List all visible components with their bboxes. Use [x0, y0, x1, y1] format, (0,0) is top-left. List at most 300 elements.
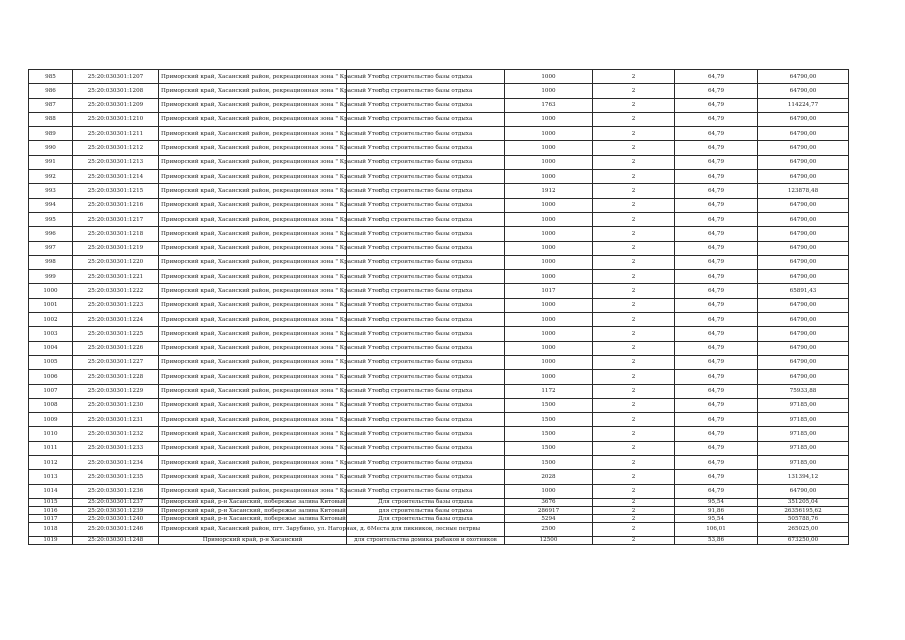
- specific-value-text: 64,79: [707, 259, 724, 266]
- cadastral-number-cell: [73, 141, 159, 155]
- specific-value-cell: [675, 355, 758, 369]
- coefficient-text: 2: [631, 202, 636, 209]
- cadastral-value-cell: [758, 270, 849, 284]
- address-text: Приморский край, Хасанский район, рекреационная зона " Красный Утес": [161, 445, 384, 452]
- area-text: 1500: [541, 430, 556, 437]
- cadastral-value-text: 114224,77: [787, 102, 819, 109]
- permitted-use-text: под строительство базы отдыха: [378, 145, 473, 152]
- coefficient-text: 2: [631, 359, 636, 366]
- coefficient-cell: [593, 70, 675, 84]
- coefficient-text: 2: [631, 488, 636, 495]
- area-cell: [505, 441, 593, 455]
- permitted-use-text: под строительство базы отдыха: [378, 159, 473, 166]
- coefficient-text: 2: [631, 159, 636, 166]
- area-cell: [505, 255, 593, 269]
- area-text: 1000: [541, 359, 556, 366]
- cadastral-number-text: 25:20:030301:1228: [87, 373, 144, 380]
- row-number-text: 997: [45, 245, 56, 252]
- area-text: 1500: [541, 459, 556, 466]
- row-number-text: 1011: [43, 445, 58, 452]
- cadastral-number-text: 25:20:030301:1226: [87, 345, 144, 352]
- cadastral-value-cell: [758, 98, 849, 112]
- row-number-text: 993: [45, 187, 56, 194]
- coefficient-cell: [593, 413, 675, 427]
- cadastral-number-text: 25:20:030301:1207: [87, 73, 144, 80]
- area-cell: [505, 370, 593, 384]
- cadastral-value-cell: [758, 384, 849, 398]
- coefficient-text: 2: [631, 330, 636, 337]
- table-row: [29, 241, 849, 255]
- coefficient-cell: [593, 298, 675, 312]
- register-sheet: [28, 69, 848, 545]
- table-row: [29, 484, 849, 498]
- area-text: 1912: [541, 187, 556, 194]
- coefficient-cell: [593, 270, 675, 284]
- address-cell: [159, 507, 347, 515]
- area-cell: [505, 212, 593, 226]
- row-number-cell: [29, 498, 73, 506]
- permitted-use-text: под строительство базы отдыха: [378, 359, 473, 366]
- cadastral-value-text: 97185,00: [789, 430, 817, 437]
- permitted-use-text: под строительство базы отдыха: [378, 302, 473, 309]
- cadastral-value-text: 123878,48: [787, 187, 819, 194]
- specific-value-cell: [675, 112, 758, 126]
- specific-value-text: 91,86: [707, 507, 724, 514]
- specific-value-cell: [675, 98, 758, 112]
- area-text: 1000: [541, 316, 556, 323]
- specific-value-cell: [675, 515, 758, 523]
- permitted-use-text: Места для пикников, лесные петрвы: [370, 526, 481, 533]
- cadastral-value-text: 64790,00: [789, 216, 817, 223]
- coefficient-text: 2: [631, 316, 636, 323]
- permitted-use-text: для строительства домика рыбаков и охотников: [354, 537, 497, 544]
- permitted-use-cell: [347, 523, 505, 536]
- cadastral-value-text: 64790,00: [789, 245, 817, 252]
- table-row: [29, 141, 849, 155]
- address-cell: [159, 536, 347, 544]
- table-row: [29, 470, 849, 484]
- coefficient-cell: [593, 98, 675, 112]
- coefficient-cell: [593, 384, 675, 398]
- specific-value-text: 95,54: [707, 515, 724, 522]
- specific-value-cell: [675, 536, 758, 544]
- address-cell: [159, 498, 347, 506]
- area-text: 1017: [541, 288, 556, 294]
- cadastral-number-cell: [73, 341, 159, 355]
- cadastral-value-text: 97185,00: [789, 416, 817, 423]
- area-text: 1000: [541, 130, 556, 137]
- cadastral-value-text: 64790,00: [789, 173, 817, 180]
- cadastral-number-text: 25:20:030301:1233: [87, 445, 144, 452]
- area-text: 1000: [541, 230, 556, 237]
- area-text: 1000: [541, 87, 556, 94]
- table-row: [29, 327, 849, 341]
- cadastral-value-text: 131394,12: [787, 473, 819, 480]
- area-text: 12500: [539, 537, 558, 544]
- cadastral-value-text: 97185,00: [789, 459, 817, 466]
- specific-value-cell: [675, 413, 758, 427]
- cadastral-value-cell: [758, 507, 849, 515]
- cadastral-value-text: 265025,00: [787, 526, 819, 533]
- address-cell: [159, 284, 384, 298]
- coefficient-text: 2: [631, 459, 636, 466]
- permitted-use-text: под строительство базы отдыха: [378, 87, 473, 94]
- cadastral-number-text: 25:20:030301:1231: [87, 416, 144, 423]
- permitted-use-cell: [347, 507, 505, 515]
- row-number-cell: [29, 398, 73, 412]
- cadastral-number-text: 25:20:030301:1246: [87, 526, 144, 533]
- address-cell: [159, 384, 384, 398]
- area-cell: [505, 384, 593, 398]
- cadastral-value-cell: [758, 470, 849, 484]
- row-number-cell: [29, 170, 73, 184]
- specific-value-text: 64,79: [707, 430, 724, 437]
- address-text: Приморский край, Хасанский район, рекреационная зона " Красный Утес": [161, 330, 384, 337]
- table-row: [29, 384, 849, 398]
- specific-value-text: 64,79: [707, 145, 724, 152]
- coefficient-cell: [593, 498, 675, 506]
- coefficient-text: 2: [631, 416, 636, 423]
- permitted-use-text: под строительство базы отдыха: [378, 445, 473, 452]
- area-cell: [505, 270, 593, 284]
- cadastral-value-text: 64790,00: [789, 373, 817, 380]
- specific-value-text: 64,79: [707, 159, 724, 166]
- cadastral-value-cell: [758, 255, 849, 269]
- specific-value-cell: [675, 384, 758, 398]
- specific-value-cell: [675, 484, 758, 498]
- address-text: Приморский край, Хасанский район, рекреационная зона " Красный Утес": [161, 416, 384, 423]
- address-cell: [159, 327, 384, 341]
- row-number-text: 1004: [43, 345, 58, 352]
- coefficient-cell: [593, 155, 675, 169]
- cadastral-number-text: 25:20:030301:1237: [87, 499, 144, 506]
- table-row: [29, 341, 849, 355]
- area-cell: [505, 84, 593, 98]
- cadastral-value-cell: [758, 127, 849, 141]
- row-number-text: 988: [45, 116, 56, 123]
- cadastral-number-cell: [73, 384, 159, 398]
- area-text: 1000: [541, 373, 556, 380]
- cadastral-number-text: 25:20:030301:1225: [87, 330, 144, 337]
- coefficient-cell: [593, 127, 675, 141]
- specific-value-text: 64,79: [707, 416, 724, 423]
- row-number-text: 992: [45, 173, 56, 180]
- permitted-use-text: под строительство базы отдыха: [378, 116, 473, 123]
- specific-value-text: 95,54: [707, 499, 724, 506]
- address-cell: [159, 212, 384, 226]
- area-cell: [505, 227, 593, 241]
- cadastral-value-cell: [758, 536, 849, 544]
- row-number-text: 999: [45, 273, 56, 280]
- row-number-text: 989: [45, 130, 56, 137]
- specific-value-text: 64,79: [707, 302, 724, 309]
- cadastral-value-text: 64790,00: [789, 230, 817, 237]
- row-number-cell: [29, 470, 73, 484]
- cadastral-number-text: 25:20:030301:1212: [87, 145, 144, 152]
- cadastral-number-text: 25:20:030301:1220: [87, 259, 144, 266]
- permitted-use-text: под строительство базы отдыха: [378, 130, 473, 137]
- coefficient-cell: [593, 313, 675, 327]
- cadastral-number-cell: [73, 198, 159, 212]
- cadastral-number-text: 25:20:030301:1219: [87, 245, 144, 252]
- address-cell: [159, 370, 384, 384]
- area-cell: [505, 184, 593, 198]
- specific-value-text: 53,86: [707, 537, 724, 544]
- permitted-use-text: Для строительства базы отдыха: [378, 515, 473, 522]
- specific-value-cell: [675, 313, 758, 327]
- cadastral-number-cell: [73, 370, 159, 384]
- row-number-cell: [29, 413, 73, 427]
- address-cell: [159, 313, 384, 327]
- area-text: 1000: [541, 488, 556, 495]
- coefficient-cell: [593, 84, 675, 98]
- address-text: Приморский край, Хасанский район, рекреационная зона " Красный Утес": [161, 130, 384, 137]
- row-number-cell: [29, 384, 73, 398]
- cadastral-value-cell: [758, 341, 849, 355]
- cadastral-number-cell: [73, 456, 159, 470]
- cadastral-value-cell: [758, 155, 849, 169]
- address-cell: [159, 98, 384, 112]
- specific-value-text: 64,79: [707, 187, 724, 194]
- table-row: [29, 270, 849, 284]
- address-text: Приморский край, Хасанский район, рекреационная зона " Красный Утес": [161, 345, 384, 352]
- cadastral-value-cell: [758, 484, 849, 498]
- row-number-cell: [29, 212, 73, 226]
- cadastral-number-text: 25:20:030301:1216: [87, 202, 144, 209]
- table-row: [29, 112, 849, 126]
- area-text: 3676: [541, 499, 556, 506]
- coefficient-text: 2: [631, 430, 636, 437]
- address-text: Приморский край, Хасанский район, рекреационная зона " Красный Утес": [161, 488, 384, 495]
- cadastral-value-cell: [758, 441, 849, 455]
- specific-value-text: 64,79: [707, 87, 724, 94]
- permitted-use-cell: [347, 536, 505, 544]
- cadastral-value-cell: [758, 241, 849, 255]
- table-row: [29, 170, 849, 184]
- row-number-text: 1007: [43, 388, 58, 395]
- row-number-text: 1019: [43, 537, 58, 544]
- specific-value-text: 64,79: [707, 202, 724, 209]
- cadastral-number-cell: [73, 484, 159, 498]
- specific-value-text: 64,79: [707, 359, 724, 366]
- specific-value-cell: [675, 84, 758, 98]
- permitted-use-text: под строительство базы отдыха: [378, 330, 473, 337]
- area-cell: [505, 141, 593, 155]
- specific-value-text: 64,79: [707, 288, 724, 294]
- cadastral-value-text: 97185,00: [789, 402, 817, 409]
- row-number-cell: [29, 298, 73, 312]
- specific-value-text: 64,79: [707, 116, 724, 123]
- cadastral-value-text: 64790,00: [789, 73, 817, 80]
- specific-value-cell: [675, 170, 758, 184]
- cadastral-value-text: 64790,00: [789, 330, 817, 337]
- specific-value-cell: [675, 498, 758, 506]
- cadastral-number-cell: [73, 284, 159, 298]
- area-cell: [505, 170, 593, 184]
- address-text: Приморский край, Хасанский район, рекреационная зона " Красный Утес": [161, 388, 384, 395]
- row-number-text: 994: [45, 202, 56, 209]
- area-cell: [505, 341, 593, 355]
- coefficient-cell: [593, 470, 675, 484]
- specific-value-cell: [675, 456, 758, 470]
- cadastral-number-cell: [73, 507, 159, 515]
- area-text: 5294: [541, 515, 556, 522]
- cadastral-number-cell: [73, 327, 159, 341]
- table-row: [29, 127, 849, 141]
- permitted-use-text: под строительство базы отдыха: [378, 430, 473, 437]
- table-row: [29, 355, 849, 369]
- cadastral-value-cell: [758, 456, 849, 470]
- row-number-text: 991: [45, 159, 56, 166]
- row-number-cell: [29, 198, 73, 212]
- cadastral-value-cell: [758, 413, 849, 427]
- coefficient-cell: [593, 536, 675, 544]
- address-cell: [159, 427, 384, 441]
- permitted-use-text: под строительство базы отдыха: [378, 273, 473, 280]
- row-number-cell: [29, 155, 73, 169]
- cadastral-value-text: 64790,00: [789, 145, 817, 152]
- cadastral-value-text: 64790,00: [789, 488, 817, 495]
- area-text: 1000: [541, 245, 556, 252]
- cadastral-value-cell: [758, 84, 849, 98]
- address-cell: [159, 355, 384, 369]
- area-cell: [505, 456, 593, 470]
- coefficient-cell: [593, 456, 675, 470]
- cadastral-number-cell: [73, 313, 159, 327]
- coefficient-text: 2: [631, 302, 636, 309]
- address-text: Приморский край, Хасанский район, рекреационная зона " Красный Утес": [161, 230, 384, 237]
- specific-value-cell: [675, 441, 758, 455]
- area-cell: [505, 98, 593, 112]
- area-cell: [505, 70, 593, 84]
- cadastral-value-text: 64790,00: [789, 202, 817, 209]
- cadastral-number-cell: [73, 413, 159, 427]
- cadastral-value-text: 64790,00: [789, 87, 817, 94]
- address-text: Приморский край, Хасанский район, рекреационная зона " Красный Утес": [161, 288, 384, 294]
- address-text: Приморский край, р-н Хасанский: [202, 537, 303, 544]
- row-number-cell: [29, 313, 73, 327]
- cadastral-number-text: 25:20:030301:1223: [87, 302, 144, 309]
- cadastral-number-cell: [73, 255, 159, 269]
- specific-value-cell: [675, 241, 758, 255]
- table-row: [29, 498, 849, 506]
- specific-value-cell: [675, 327, 758, 341]
- cadastral-value-text: 64790,00: [789, 302, 817, 309]
- permitted-use-text: под строительство базы отдыха: [378, 187, 473, 194]
- address-text: Приморский край, Хасанский район, пгт. Зарубино, ул. Нагорная, д. 6: [161, 526, 371, 533]
- coefficient-text: 2: [631, 245, 636, 252]
- address-cell: [159, 515, 347, 523]
- address-cell: [159, 84, 384, 98]
- row-number-text: 1008: [43, 402, 58, 409]
- coefficient-text: 2: [631, 230, 636, 237]
- coefficient-text: 2: [631, 216, 636, 223]
- specific-value-cell: [675, 470, 758, 484]
- area-cell: [505, 484, 593, 498]
- specific-value-text: 64,79: [707, 245, 724, 252]
- cadastral-number-cell: [73, 441, 159, 455]
- cadastral-value-cell: [758, 298, 849, 312]
- specific-value-cell: [675, 255, 758, 269]
- specific-value-text: 64,79: [707, 402, 724, 409]
- specific-value-text: 64,79: [707, 316, 724, 323]
- row-number-cell: [29, 284, 73, 298]
- area-cell: [505, 327, 593, 341]
- cadastral-value-text: 75933,88: [789, 388, 817, 395]
- specific-value-cell: [675, 341, 758, 355]
- row-number-text: 1003: [43, 330, 58, 337]
- permitted-use-text: Для строительства базы отдыха: [378, 499, 473, 506]
- cadastral-number-text: 25:20:030301:1232: [87, 430, 144, 437]
- area-cell: [505, 112, 593, 126]
- row-number-cell: [29, 507, 73, 515]
- row-number-text: 1009: [43, 416, 58, 423]
- cadastral-number-cell: [73, 298, 159, 312]
- permitted-use-text: под строительство базы отдыха: [378, 259, 473, 266]
- cadastral-number-text: 25:20:030301:1217: [87, 216, 144, 223]
- area-text: 1000: [541, 73, 556, 80]
- coefficient-cell: [593, 284, 675, 298]
- permitted-use-text: под строительство базы отдыха: [378, 373, 473, 380]
- permitted-use-text: под строительство базы отдыха: [378, 202, 473, 209]
- specific-value-cell: [675, 227, 758, 241]
- row-number-text: 987: [45, 102, 56, 109]
- address-text: Приморский край, Хасанский район, рекреационная зона " Красный Утес": [161, 302, 384, 309]
- address-cell: [159, 127, 384, 141]
- specific-value-cell: [675, 212, 758, 226]
- address-text: Приморский край, Хасанский район, рекреационная зона " Красный Утес": [161, 87, 384, 94]
- row-number-cell: [29, 84, 73, 98]
- coefficient-cell: [593, 241, 675, 255]
- table-row: [29, 227, 849, 241]
- area-text: 1000: [541, 302, 556, 309]
- coefficient-cell: [593, 184, 675, 198]
- coefficient-cell: [593, 398, 675, 412]
- coefficient-text: 2: [631, 515, 636, 522]
- area-cell: [505, 523, 593, 536]
- cadastral-number-cell: [73, 498, 159, 506]
- coefficient-cell: [593, 441, 675, 455]
- row-number-cell: [29, 70, 73, 84]
- area-cell: [505, 427, 593, 441]
- coefficient-text: 2: [631, 273, 636, 280]
- area-cell: [505, 515, 593, 523]
- cadastral-number-text: 25:20:030301:1239: [87, 507, 144, 514]
- coefficient-cell: [593, 227, 675, 241]
- area-text: 1000: [541, 173, 556, 180]
- row-number-cell: [29, 270, 73, 284]
- cadastral-number-text: 25:20:030301:1213: [87, 159, 144, 166]
- specific-value-text: 64,79: [707, 488, 724, 495]
- row-number-cell: [29, 241, 73, 255]
- coefficient-cell: [593, 198, 675, 212]
- cadastral-number-cell: [73, 70, 159, 84]
- table-row: [29, 370, 849, 384]
- specific-value-text: 64,79: [707, 345, 724, 352]
- address-cell: [159, 398, 384, 412]
- address-text: Приморский край, р-н Хасанский, побережье залива Китовый: [161, 499, 346, 506]
- cadastral-number-cell: [73, 523, 159, 536]
- table-row: [29, 536, 849, 544]
- coefficient-cell: [593, 370, 675, 384]
- coefficient-cell: [593, 427, 675, 441]
- cadastral-value-cell: [758, 498, 849, 506]
- coefficient-cell: [593, 170, 675, 184]
- address-cell: [159, 484, 384, 498]
- cadastral-value-text: 64790,00: [789, 359, 817, 366]
- cadastral-number-cell: [73, 227, 159, 241]
- cadastral-value-text: 65891,43: [789, 288, 817, 294]
